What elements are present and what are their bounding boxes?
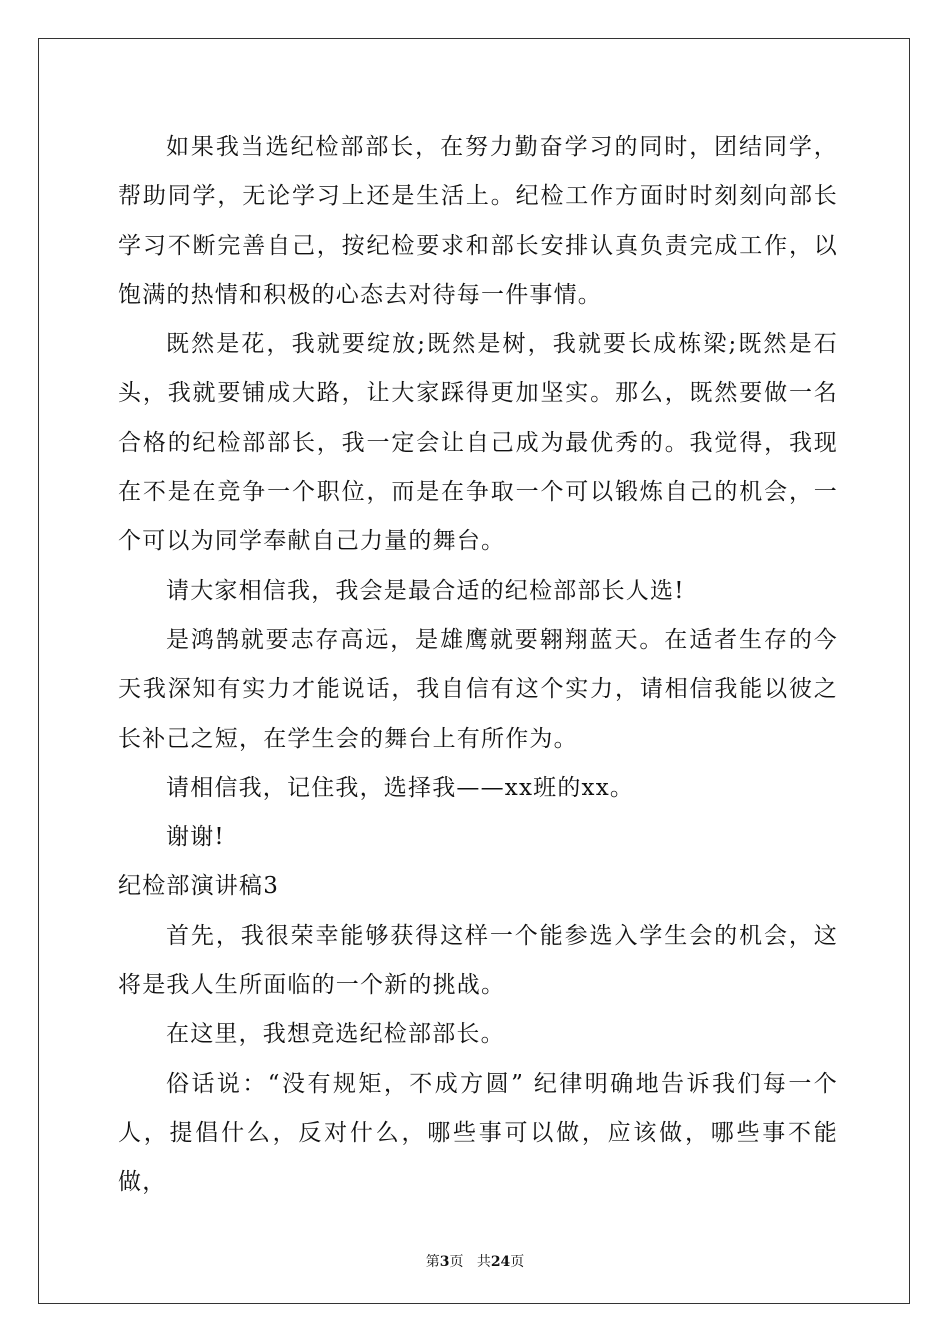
page-number: 3 (439, 1254, 450, 1270)
paragraph-4: 是鸿鹄就要志存高远，是雄鹰就要翱翔蓝天。在适者生存的今天我深知有实力才能说话，我自信有这个实力，请相信我能以彼之长补己之短，在学生会的舞台上有所作为。 (118, 626, 838, 752)
total-pages: 24 (490, 1254, 511, 1270)
paragraph-1: 如果我当选纪检部部长，在努力勤奋学习的同时，团结同学，帮助同学，无论学习上还是生活上。纪检工作方面时时刻刻向部长学习不断完善自己，按纪检要求和部长安排认真负责完成工作，以饱满的热情和积极的心态去对待每一件事情。 (118, 134, 838, 308)
paragraph-2: 既然是花，我就要绽放;既然是树，我就要长成栋梁;既然是石头，我就要铺成大路，让大家踩得更加坚实。那么，既然要做一名合格的纪检部部长，我一定会让自己成为最优秀的。我觉得，我现在不是在竞争一个职位，而是在争取一个可以锻炼自己的机会，一个可以为同学奉献自己力量的舞台。 (118, 331, 838, 555)
paragraph-3: 请大家相信我，我会是最合适的纪检部部长人选! (166, 577, 685, 604)
section-heading: 纪检部演讲稿3 (118, 873, 280, 900)
paragraph-5: 请相信我，记住我，选择我——xx班的xx。 (166, 774, 635, 801)
total-suffix: 页 (510, 1254, 525, 1270)
page-footer (0, 1251, 950, 1271)
paragraph-6: 谢谢! (166, 824, 225, 851)
total-prefix: 共 (476, 1254, 491, 1270)
page-prefix: 第 (425, 1254, 440, 1270)
document-body (118, 123, 838, 1208)
paragraph-8: 在这里，我想竞选纪检部部长。 (166, 1021, 505, 1048)
paragraph-7: 首先，我很荣幸能够获得这样一个能参选入学生会的机会，这将是我人生所面临的一个新的挑战。 (118, 922, 838, 999)
page-suffix: 页 (449, 1254, 464, 1270)
paragraph-9: 俗话说：“没有规矩，不成方圆” 纪律明确地告诉我们每一个人，提倡什么，反对什么，哪些事可以做，应该做，哪些事不能做， (118, 1070, 838, 1196)
